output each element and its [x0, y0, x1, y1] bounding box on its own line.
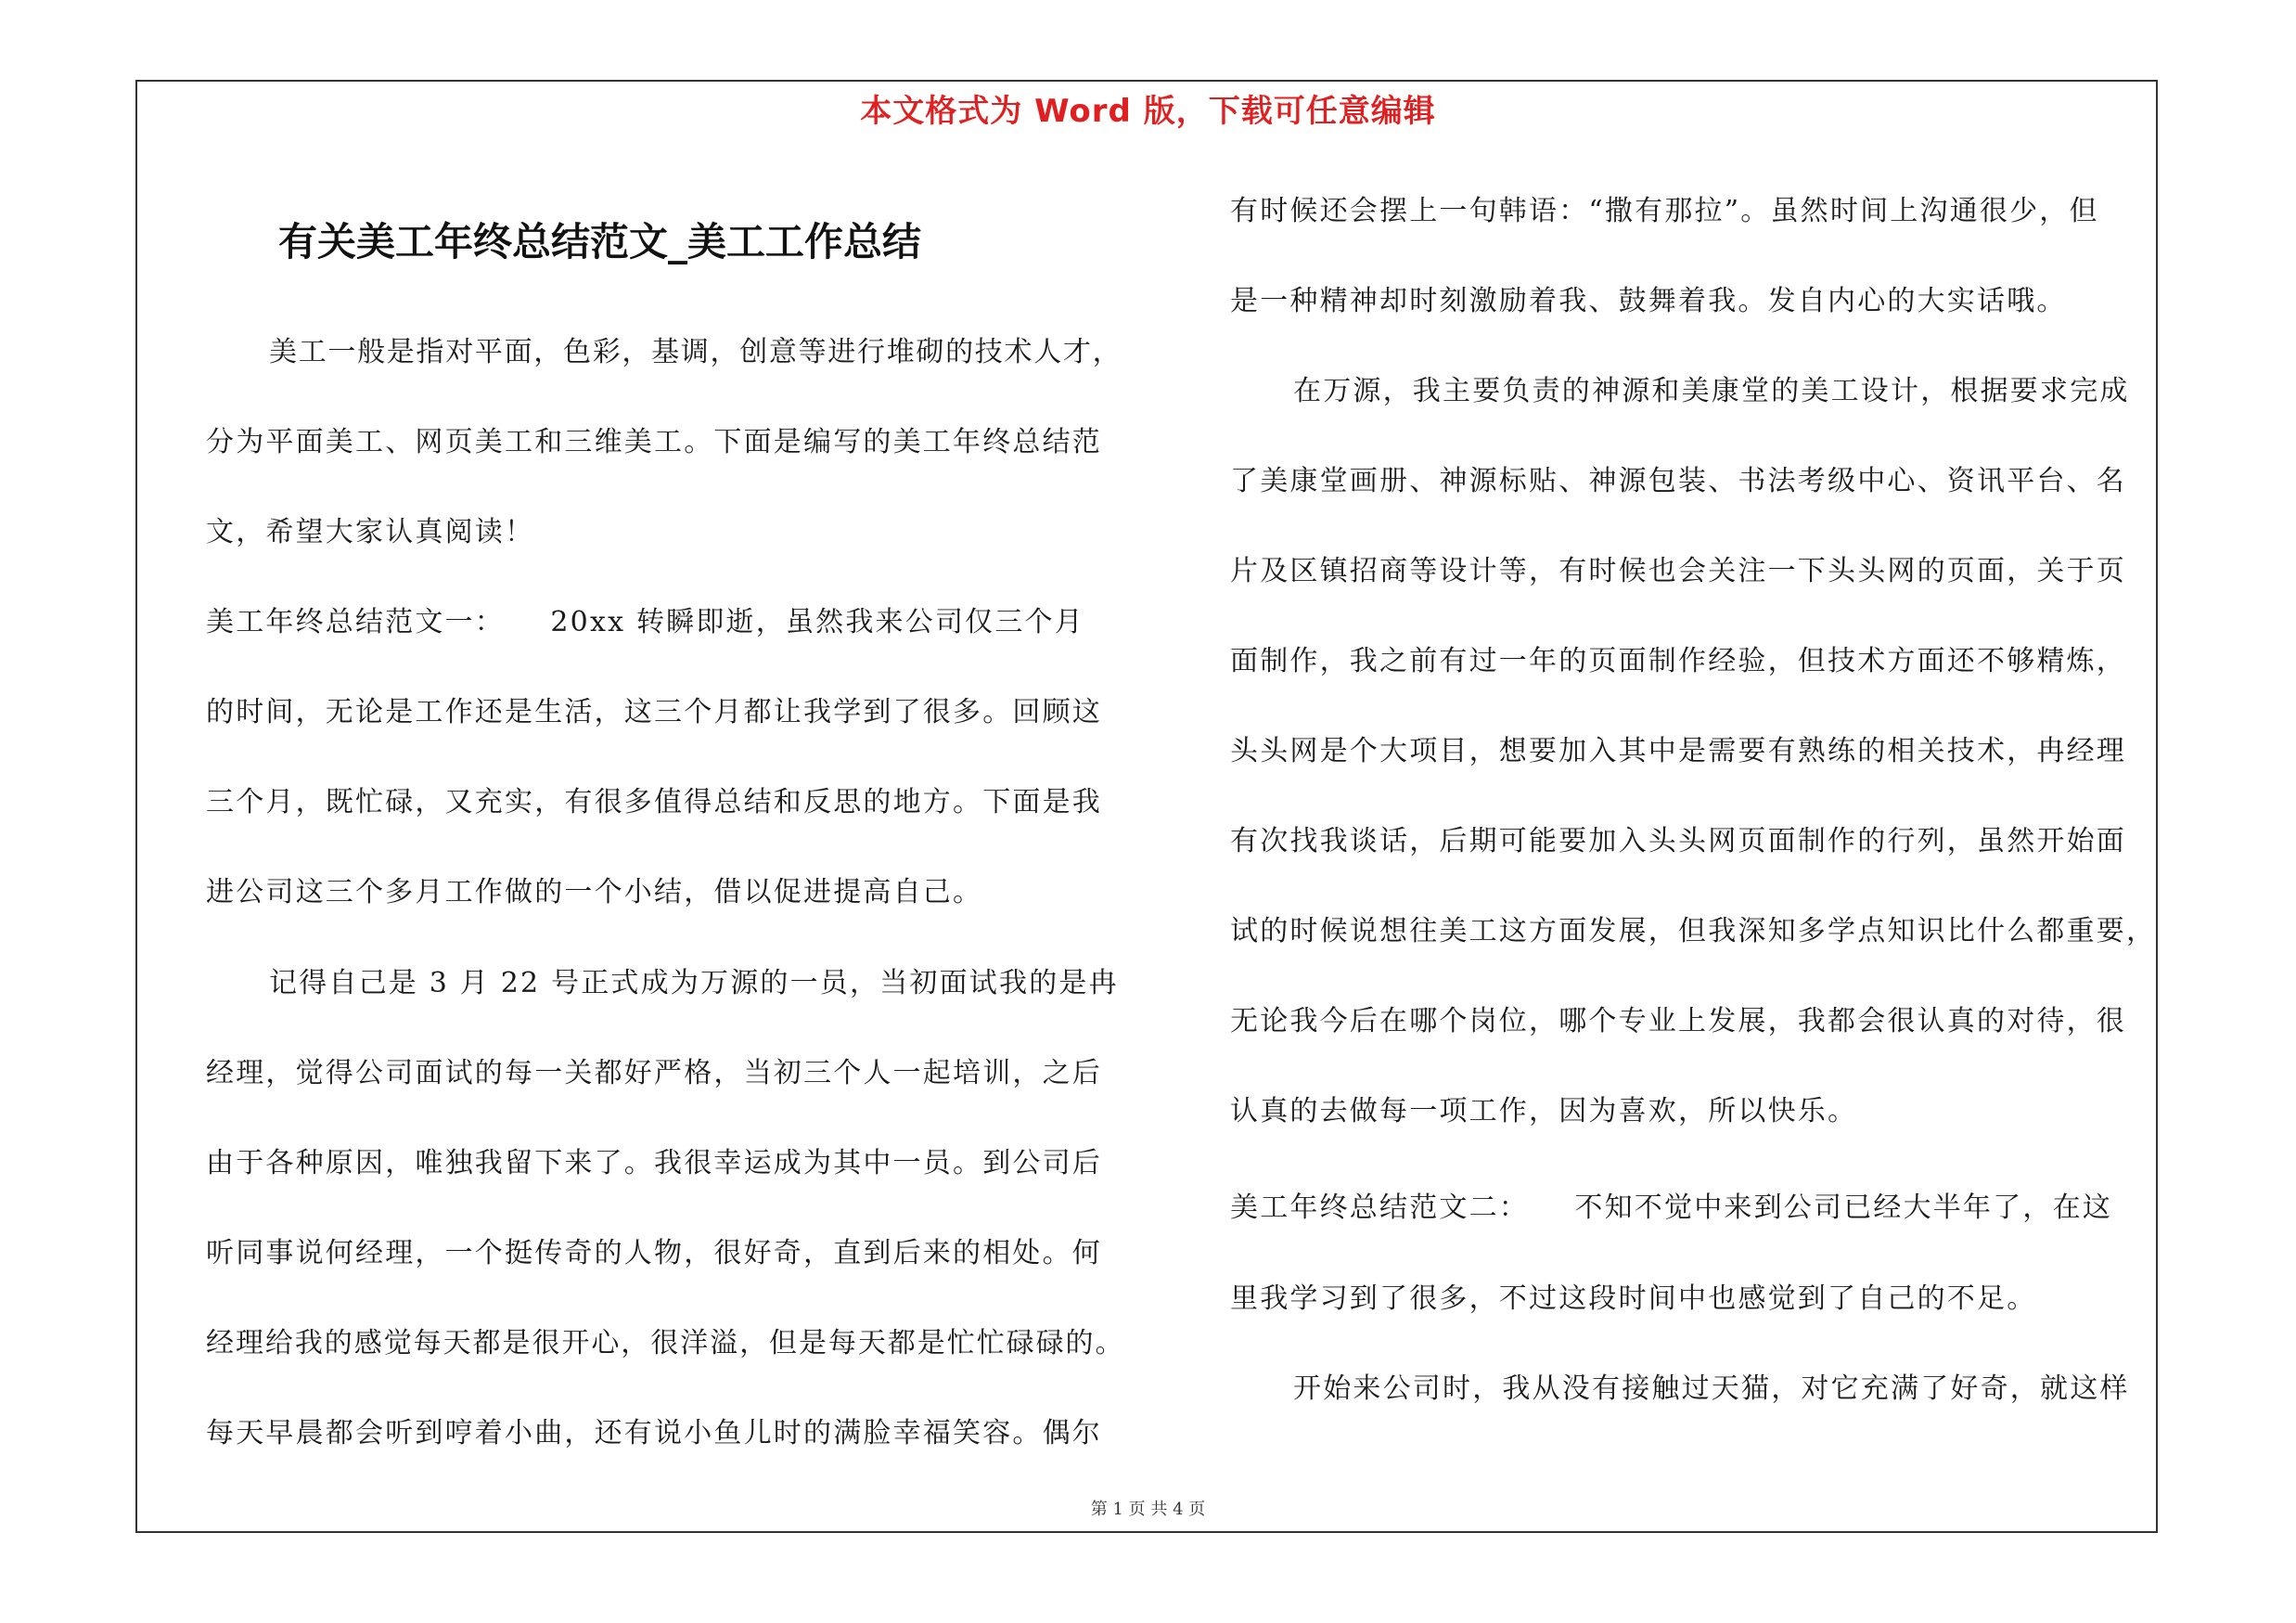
body-line: 经理给我的感觉每天都是很开心，很洋溢，但是每天都是忙忙碌碌的。	[206, 1327, 1125, 1359]
body-line: 每天早晨都会听到哼着小曲，还有说小鱼儿时的满脸幸福笑容。偶尔	[206, 1417, 1102, 1449]
body-line: 的时间，无论是工作还是生活，这三个月都让我学到了很多。回顾这	[206, 696, 1102, 728]
body-line: 头头网是个大项目，想要加入其中是需要有熟练的相关技术，冉经理	[1230, 735, 2126, 767]
body-line: 有时候还会摆上一句韩语：“撒有那拉”。虽然时间上沟通很少，但	[1230, 195, 2099, 227]
body-line: 认真的去做每一项工作，因为喜欢，所以快乐。	[1230, 1095, 1858, 1127]
body-line: 文，希望大家认真阅读！	[206, 516, 535, 548]
body-line: 无论我今后在哪个岗位，哪个专业上发展，我都会很认真的对待，很	[1230, 1005, 2126, 1037]
body-line: 美工一般是指对平面，色彩，基调，创意等进行堆砌的技术人才，	[269, 336, 1122, 368]
body-line: 在万源，我主要负责的神源和美康堂的美工设计，根据要求完成	[1293, 375, 2130, 407]
body-line: 美工年终总结范文二： 不知不觉中来到公司已经大半年了，在这	[1230, 1191, 2112, 1224]
body-line: 片及区镇招商等设计等，有时候也会关注一下头头网的页面，关于页	[1230, 555, 2126, 587]
body-line: 经理，觉得公司面试的每一关都好严格，当初三个人一起培训，之后	[206, 1057, 1102, 1089]
body-line: 记得自己是 3 月 22 号正式成为万源的一员，当初面试我的是冉	[269, 967, 1119, 999]
body-line: 由于各种原因，唯独我留下来了。我很幸运成为其中一员。到公司后	[206, 1147, 1102, 1179]
body-line: 分为平面美工、网页美工和三维美工。下面是编写的美工年终总结范	[206, 426, 1102, 458]
body-line: 是一种精神却时刻激励着我、鼓舞着我。发自内心的大实话哦。	[1230, 285, 2067, 317]
body-line: 三个月，既忙碌，又充实，有很多值得总结和反思的地方。下面是我	[206, 786, 1102, 818]
body-line: 美工年终总结范文一： 20xx 转瞬即逝，虽然我来公司仅三个月	[206, 606, 1084, 638]
format-banner: 本文格式为 Word 版，下载可任意编辑	[860, 93, 1436, 130]
body-line: 听同事说何经理，一个挺传奇的人物，很好奇，直到后来的相处。何	[206, 1237, 1102, 1269]
body-line: 面制作，我之前有过一年的页面制作经验，但技术方面还不够精炼，	[1230, 645, 2126, 677]
body-line: 开始来公司时，我从没有接触过天猫，对它充满了好奇，就这样	[1293, 1372, 2130, 1405]
body-line: 了美康堂画册、神源标贴、神源包装、书法考级中心、资讯平台、名	[1230, 465, 2126, 497]
page-number: 第 1 页 共 4 页	[1090, 1500, 1206, 1519]
body-line: 有次找我谈话，后期可能要加入头头网页面制作的行列，虽然开始面	[1230, 825, 2126, 857]
body-line: 里我学习到了很多，不过这段时间中也感觉到了自己的不足。	[1230, 1282, 2037, 1315]
document-title: 有关美工年终总结范文_美工工作总结	[278, 219, 922, 264]
body-line: 进公司这三个多月工作做的一个小结，借以促进提高自己。	[206, 876, 983, 908]
body-line: 试的时候说想往美工这方面发展，但我深知多学点知识比什么都重要，	[1230, 915, 2157, 947]
